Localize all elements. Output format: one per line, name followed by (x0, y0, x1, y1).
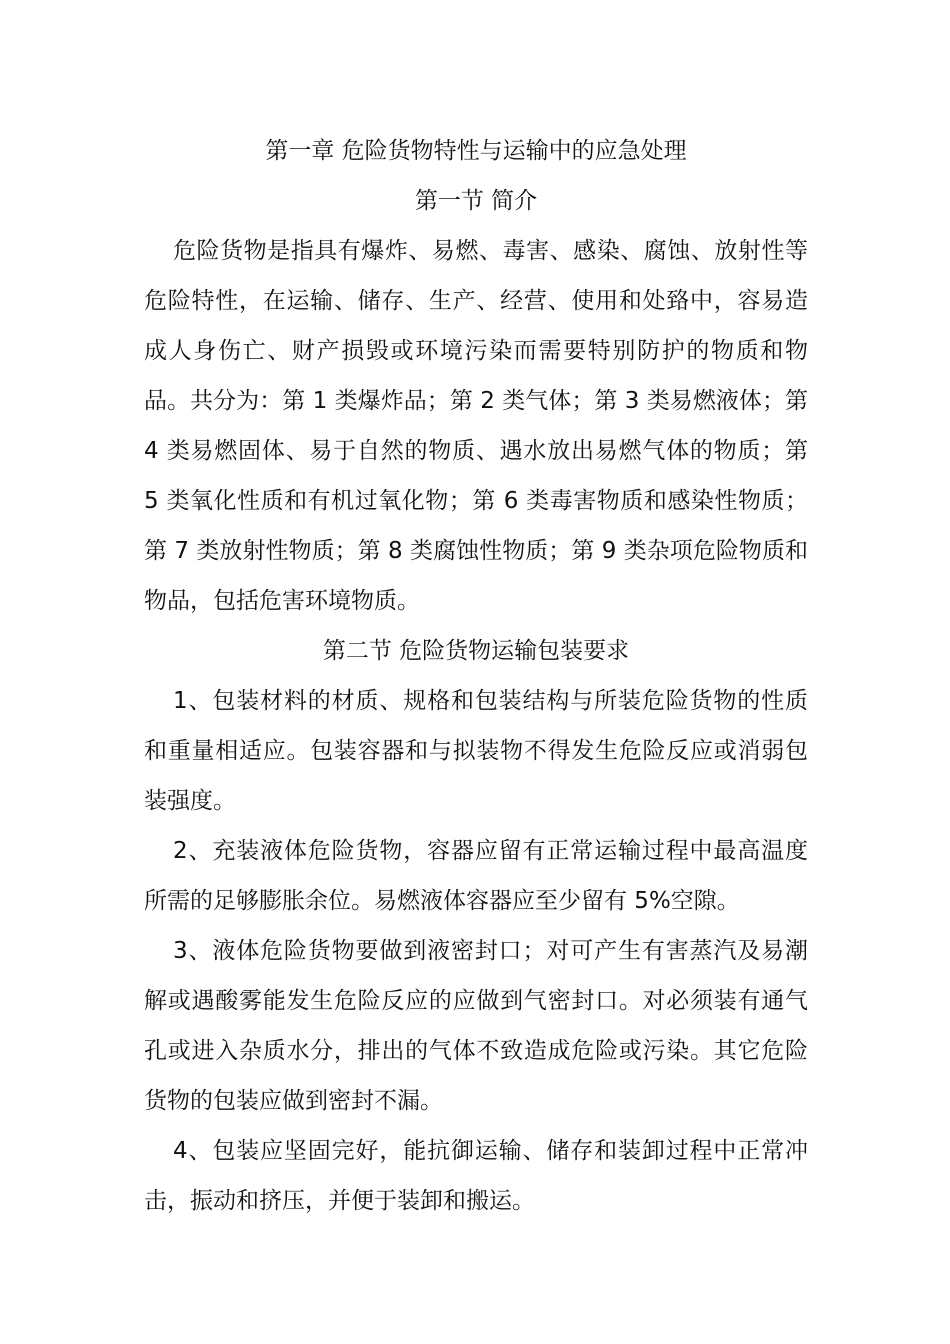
section-title-introduction: 第一节 简介 (414, 188, 538, 214)
packaging-requirement-3: 3、液体危险货物要做到液密封口；对可产生有害蒸汽及易潮解或遇酸雾能发生危险反应的应做到气密封口。对必须装有通气孔或进入杂质水分，排出的气体不致造成危险或污染。其它危险货物的包装应做到密封不漏。 (144, 938, 808, 1114)
packaging-requirement-1: 1、包装材料的材质、规格和包装结构与所装危险货物的性质和重量相适应。包装容器和与拟装物不得发生危险反应或消弱包装强度。 (144, 688, 808, 814)
packaging-requirement-2: 2、充装液体危险货物，容器应留有正常运输过程中最高温度所需的足够膨胀余位。易燃液体容器应至少留有 5%空隙。 (144, 838, 808, 914)
chapter-title: 第一章 危险货物特性与运输中的应急处理 (265, 138, 687, 164)
introduction-paragraph: 危险货物是指具有爆炸、易燃、毒害、感染、腐蚀、放射性等危险特性，在运输、储存、生产、经营、使用和处臵中，容易造成人身伤亡、财产损毁或环境污染而需要特别防护的物质和物品。共分为：第 1 类爆炸品；第 2 类气体；第 3 类易燃液体；第 4 类易燃固体、易于自然的物质、遇水放出易燃气体的物质；第 5 类氧化性质和有机过氧化物；第 6 类毒害物质和感染性物质；第 7 类放射性物质；第 8 类腐蚀性物质；第 9 类杂项危险物质和物品，包括危害环境物质。 (144, 238, 808, 614)
packaging-requirement-4: 4、包装应坚固完好，能抗御运输、储存和装卸过程中正常冲击，振动和挤压，并便于装卸和搬运。 (144, 1138, 808, 1214)
section-title-packaging: 第二节 危险货物运输包装要求 (322, 638, 630, 664)
document-body (144, 126, 808, 1226)
